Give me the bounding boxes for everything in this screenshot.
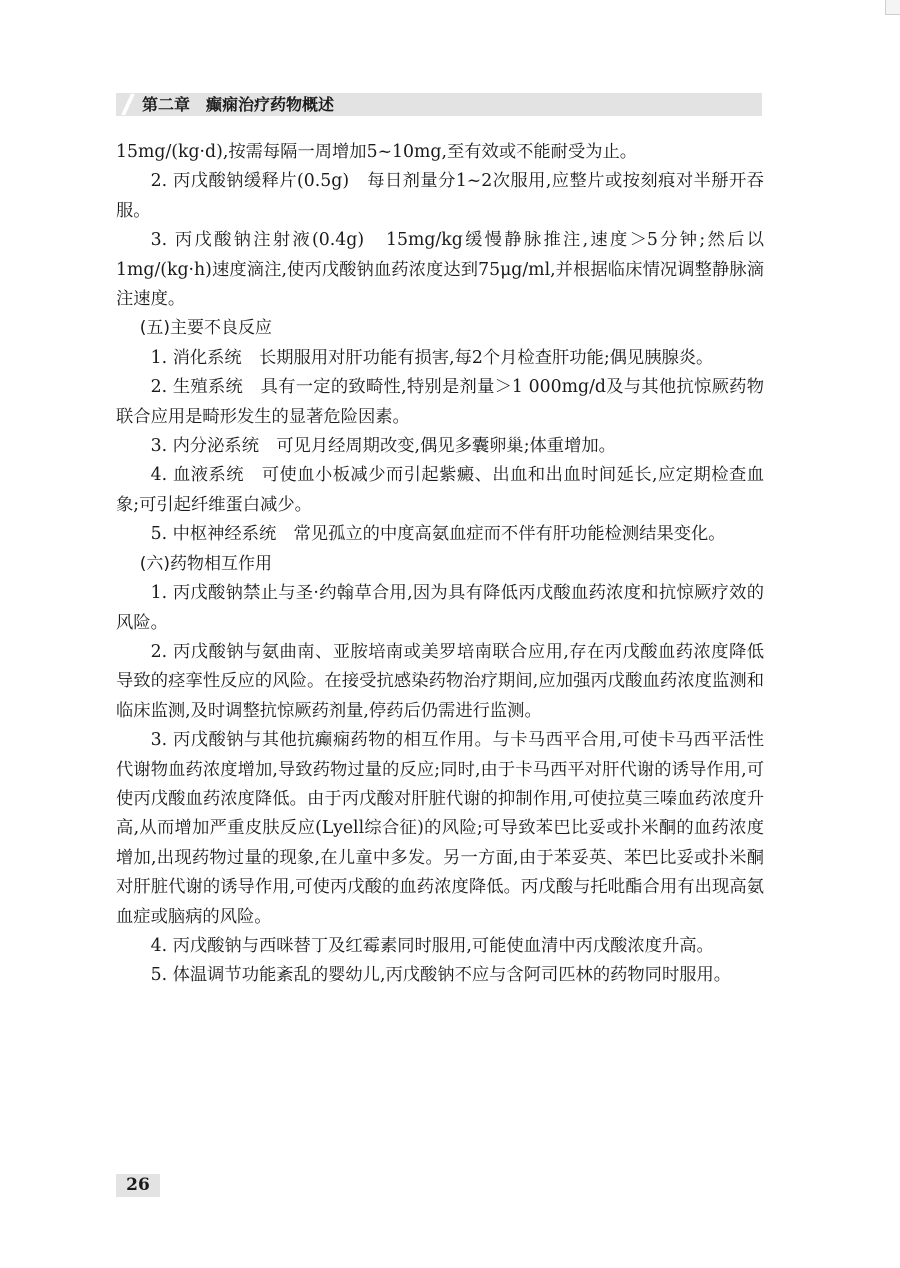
paragraph: 3. 丙戊酸钠注射液(0.4g) 15mg/kg缓慢静脉推注,速度＞5分钟;然后以1mg/(kg·h)速度滴注,使丙戊酸钠血药浓度达到75μg/ml,并根据临床情况调整静脉滴注速度。 [116, 230, 764, 310]
paragraph: 5. 体温调节功能紊乱的婴幼儿,丙戊酸钠不应与含阿司匹林的药物同时服用。 [150, 965, 732, 986]
section-heading-adverse-reactions: (五)主要不良反应 [139, 318, 273, 339]
paragraph: 3. 内分泌系统 可见月经周期改变,偶见多囊卵巢;体重增加。 [150, 436, 616, 457]
page-number: 26 [116, 1174, 160, 1197]
paragraph-continued: 15mg/(kg·d),按需每隔一周增加5~10mg,至有效或不能耐受为止。 [116, 142, 638, 162]
page-corner-mark [885, 0, 900, 15]
running-header [116, 93, 762, 116]
section-heading-drug-interactions: (六)药物相互作用 [139, 553, 273, 574]
paragraph: 2. 丙戊酸钠与氨曲南、亚胺培南或美罗培南联合应用,存在丙戊酸血药浓度降低导致的痉挛性反应的风险。在接受抗感染药物治疗期间,应加强丙戊酸血药浓度监测和临床监测,及时调整抗惊厥药剂量,停药后仍需进行监测。 [116, 641, 764, 721]
paragraph: 4. 血液系统 可使血小板减少而引起紫癜、出血和出血时间延长,应定期检查血象;可引起纤维蛋白减少。 [116, 465, 764, 515]
paragraph: 5. 中枢神经系统 常见孤立的中度高氨血症而不伴有肝功能检测结果变化。 [150, 524, 726, 545]
body-text [116, 138, 764, 991]
paragraph: 2. 生殖系统 具有一定的致畸性,特别是剂量＞1 000mg/d及与其他抗惊厥药物联合应用是畸形发生的显著危险因素。 [116, 377, 764, 427]
paragraph: 4. 丙戊酸钠与西咪替丁及红霉素同时服用,可能使血清中丙戊酸浓度升高。 [150, 935, 714, 956]
header-slash-decoration [120, 94, 136, 115]
paragraph: 1. 丙戊酸钠禁止与圣·约翰草合用,因为具有降低丙戊酸血药浓度和抗惊厥疗效的风险。 [116, 583, 764, 633]
chapter-title: 第二章 癫痫治疗药物概述 [142, 95, 335, 114]
paragraph: 3. 丙戊酸钠与其他抗癫痫药物的相互作用。与卡马西平合用,可使卡马西平活性代谢物血药浓度增加,导致药物过量的反应;同时,由于卡马西平对肝代谢的诱导作用,可使丙戊酸血药浓度降低。由于丙戊酸对肝脏代谢的抑制作用,可使拉莫三嗪血药浓度升高,从而增加严重皮肤反应(Lyell综合征)的风险;可导致苯巴比妥或扑米酮的血药浓度增加,出现药物过量的现象,在儿童中多发。另一方面,由于苯妥英、苯巴比妥或扑米酮对肝脏代谢的诱导作用,可使丙戊酸的血药浓度降低。丙戊酸与托吡酯合用有出现高氨血症或脑病的风险。 [116, 730, 764, 927]
paragraph: 1. 消化系统 长期服用对肝功能有损害,每2个月检查肝功能;偶见胰腺炎。 [150, 347, 714, 368]
paragraph: 2. 丙戊酸钠缓释片(0.5g) 每日剂量分1~2次服用,应整片或按刻痕对半掰开吞服。 [116, 171, 764, 221]
